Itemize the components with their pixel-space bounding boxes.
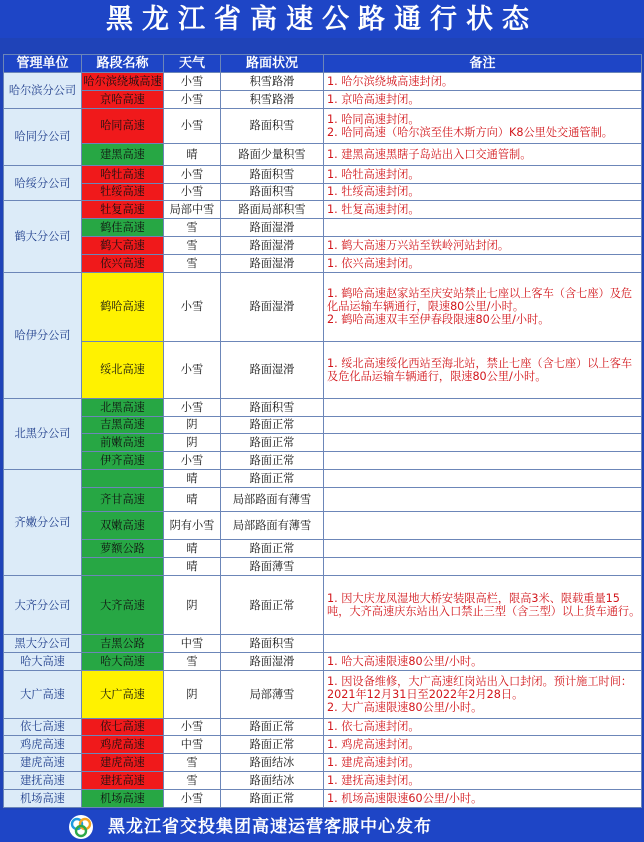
surface-condition: 路面结冰	[221, 772, 324, 790]
table-row	[4, 575, 642, 634]
weather-cell: 雪	[164, 219, 221, 237]
notes-cell	[324, 575, 642, 634]
road-name: 齐甘高速	[82, 487, 164, 511]
notes-cell	[324, 183, 642, 201]
table-row	[4, 670, 642, 718]
road-name: 伊齐高速	[82, 452, 164, 470]
road-name: 哈同高速	[82, 108, 164, 144]
notes-cell	[324, 398, 642, 416]
management-unit: 哈绥分公司	[4, 165, 82, 201]
header-road: 路段名称	[82, 55, 164, 73]
table-row	[4, 165, 642, 183]
table-row	[4, 219, 642, 237]
weather-cell: 小雪	[164, 73, 221, 91]
surface-condition: 路面湿滑	[221, 272, 324, 341]
surface-condition: 路面湿滑	[221, 219, 324, 237]
note-line: 1. 建黑高速黑瞎子岛站出入口交通管制。	[327, 148, 532, 162]
note-line: 1. 建虎高速封闭。	[327, 756, 420, 770]
notes-cell	[324, 540, 642, 558]
surface-condition: 局部薄雪	[221, 670, 324, 718]
surface-condition: 路面结冰	[221, 754, 324, 772]
notes-cell	[324, 635, 642, 653]
note-line: 2. 鹤哈高速双丰至伊春段限速80公里/小时。	[327, 313, 550, 327]
header-surface: 路面状况	[221, 55, 324, 73]
surface-condition: 路面正常	[221, 434, 324, 452]
road-name: 鹤哈高速	[82, 272, 164, 341]
surface-condition: 路面积雪	[221, 635, 324, 653]
management-unit: 北黑分公司	[4, 398, 82, 469]
notes-cell	[324, 272, 642, 341]
notes-cell	[324, 108, 642, 144]
road-name: 建虎高速	[82, 754, 164, 772]
notes-cell	[324, 90, 642, 108]
table-row	[4, 511, 642, 540]
table-row	[4, 201, 642, 219]
weather-cell: 雪	[164, 772, 221, 790]
weather-cell: 雪	[164, 254, 221, 272]
surface-condition: 局部路面有薄雪	[221, 511, 324, 540]
note-line: 1. 依七高速封闭。	[327, 720, 420, 734]
surface-condition: 积雪路滑	[221, 90, 324, 108]
weather-cell: 小雪	[164, 272, 221, 341]
surface-condition: 路面正常	[221, 416, 324, 434]
weather-cell: 小雪	[164, 341, 221, 398]
road-name: 前嫩高速	[82, 434, 164, 452]
surface-condition: 路面积雪	[221, 398, 324, 416]
management-unit: 大广高速	[4, 670, 82, 718]
table-row	[4, 108, 642, 144]
table-row	[4, 434, 642, 452]
notes-cell	[324, 341, 642, 398]
road-name: 牡复高速	[82, 201, 164, 219]
surface-condition: 路面局部积雪	[221, 201, 324, 219]
table-row	[4, 183, 642, 201]
road-name: 建黑高速	[82, 144, 164, 165]
weather-cell: 中雪	[164, 635, 221, 653]
notes-cell	[324, 470, 642, 488]
table-row	[4, 635, 642, 653]
surface-condition: 路面积雪	[221, 165, 324, 183]
road-name: 机场高速	[82, 789, 164, 807]
weather-cell: 雪	[164, 237, 221, 255]
table-row	[4, 470, 642, 488]
weather-cell: 雪	[164, 754, 221, 772]
notes-cell	[324, 416, 642, 434]
management-unit: 大齐分公司	[4, 575, 82, 634]
table-row	[4, 718, 642, 736]
road-name: 鹤大高速	[82, 237, 164, 255]
surface-condition: 路面正常	[221, 452, 324, 470]
road-name: 依兴高速	[82, 254, 164, 272]
notes-cell	[324, 254, 642, 272]
road-name: 牡绥高速	[82, 183, 164, 201]
group-logo-icon	[68, 814, 94, 840]
weather-cell: 雪	[164, 653, 221, 671]
note-line: 1. 哈大高速限速80公里/小时。	[327, 655, 483, 669]
notes-cell	[324, 772, 642, 790]
table-header-row	[4, 55, 642, 73]
management-unit: 哈伊分公司	[4, 272, 82, 398]
road-name: 绥北高速	[82, 341, 164, 398]
notes-cell	[324, 653, 642, 671]
weather-cell: 晴	[164, 558, 221, 576]
road-name: 哈尔滨绕城高速	[82, 73, 164, 91]
management-unit: 建抚高速	[4, 772, 82, 790]
notes-cell	[324, 754, 642, 772]
management-unit: 哈尔滨分公司	[4, 73, 82, 109]
note-line: 1. 鸡虎高速封闭。	[327, 738, 420, 752]
weather-cell: 晴	[164, 470, 221, 488]
table-row	[4, 540, 642, 558]
notes-cell	[324, 511, 642, 540]
management-unit: 齐嫩分公司	[4, 470, 82, 576]
surface-condition: 路面湿滑	[221, 237, 324, 255]
weather-cell: 晴	[164, 487, 221, 511]
note-line: 1. 依兴高速封闭。	[327, 256, 420, 270]
surface-condition: 路面少量积雪	[221, 144, 324, 165]
weather-cell: 小雪	[164, 108, 221, 144]
table-row	[4, 487, 642, 511]
weather-cell: 小雪	[164, 90, 221, 108]
weather-cell: 阴	[164, 416, 221, 434]
weather-cell: 局部中雪	[164, 201, 221, 219]
note-line: 2. 哈同高速（哈尔滨至佳木斯方向）K8公里处交通管制。	[327, 125, 613, 139]
notes-cell	[324, 452, 642, 470]
surface-condition: 路面正常	[221, 736, 324, 754]
note-line: 2. 大广高速限速80公里/小时。	[327, 700, 483, 714]
table-row	[4, 754, 642, 772]
management-unit: 哈大高速	[4, 653, 82, 671]
header-unit: 管理单位	[4, 55, 82, 73]
surface-condition: 路面正常	[221, 470, 324, 488]
surface-condition: 局部路面有薄雪	[221, 487, 324, 511]
surface-condition: 路面薄雪	[221, 558, 324, 576]
surface-condition: 积雪路滑	[221, 73, 324, 91]
note-line: 1. 因设备维修，大广高速红岗站出入口封闭。预计施工时间：2021年12月31日至2022年2月28日。	[327, 674, 633, 701]
road-name	[82, 470, 164, 488]
management-unit: 机场高速	[4, 789, 82, 807]
road-name	[82, 558, 164, 576]
note-line: 1. 哈尔滨绕城高速封闭。	[327, 74, 454, 88]
road-name: 依七高速	[82, 718, 164, 736]
note-line: 1. 因大庆龙凤湿地大桥安装限高栏，限高3米、限载重量15吨，大齐高速庆东站出入口禁止三型（含三型）以上货车通行。	[327, 592, 641, 619]
surface-condition: 路面正常	[221, 575, 324, 634]
road-name: 吉黑高速	[82, 416, 164, 434]
notes-cell	[324, 487, 642, 511]
weather-cell: 阴	[164, 670, 221, 718]
surface-condition: 路面湿滑	[221, 254, 324, 272]
notes-cell	[324, 237, 642, 255]
road-name: 哈牡高速	[82, 165, 164, 183]
notes-cell	[324, 718, 642, 736]
road-name: 鹤佳高速	[82, 219, 164, 237]
management-unit: 哈同分公司	[4, 108, 82, 165]
weather-cell: 小雪	[164, 718, 221, 736]
table-row	[4, 254, 642, 272]
weather-cell: 晴	[164, 144, 221, 165]
note-line: 1. 绥北高速绥化西站至海北站，禁止七座（含七座）以上客车及危化品运输车辆通行，限速80公里/小时。	[327, 356, 633, 383]
weather-cell: 阴	[164, 575, 221, 634]
table-row	[4, 272, 642, 341]
table-row	[4, 653, 642, 671]
table-row	[4, 398, 642, 416]
notes-cell	[324, 219, 642, 237]
weather-cell: 晴	[164, 540, 221, 558]
table-row	[4, 558, 642, 576]
table-row	[4, 736, 642, 754]
table-row	[4, 73, 642, 91]
notes-cell	[324, 558, 642, 576]
note-line: 1. 鹤哈高速赵家站至庆安站禁止七座以上客车（含七座）及危化品运输车辆通行，限速80公里/小时。	[327, 287, 633, 314]
road-name: 大齐高速	[82, 575, 164, 634]
management-unit: 黑大分公司	[4, 635, 82, 653]
management-unit: 鸡虎高速	[4, 736, 82, 754]
road-name: 鸡虎高速	[82, 736, 164, 754]
surface-condition: 路面积雪	[221, 108, 324, 144]
weather-cell: 小雪	[164, 398, 221, 416]
weather-cell: 小雪	[164, 165, 221, 183]
road-status-table	[3, 54, 642, 808]
footer-bar	[0, 810, 644, 842]
management-unit: 依七高速	[4, 718, 82, 736]
table-row	[4, 452, 642, 470]
management-unit: 建虎高速	[4, 754, 82, 772]
footer-text: 黑龙江省交投集团高速运营客服中心发布	[108, 817, 432, 837]
surface-condition: 路面湿滑	[221, 653, 324, 671]
management-unit: 鹤大分公司	[4, 201, 82, 272]
note-line: 1. 牡复高速封闭。	[327, 203, 420, 217]
surface-condition: 路面正常	[221, 718, 324, 736]
weather-cell: 阴有小雪	[164, 511, 221, 540]
surface-condition: 路面正常	[221, 789, 324, 807]
notes-cell	[324, 670, 642, 718]
road-name: 吉黑公路	[82, 635, 164, 653]
table-row	[4, 772, 642, 790]
notes-cell	[324, 434, 642, 452]
surface-condition: 路面正常	[221, 540, 324, 558]
table-row	[4, 341, 642, 398]
note-line: 1. 京哈高速封闭。	[327, 92, 420, 106]
road-name: 萝额公路	[82, 540, 164, 558]
notes-cell	[324, 201, 642, 219]
road-name: 北黑高速	[82, 398, 164, 416]
notes-cell	[324, 73, 642, 91]
table-row	[4, 416, 642, 434]
surface-condition: 路面积雪	[221, 183, 324, 201]
weather-cell: 小雪	[164, 789, 221, 807]
note-line: 1. 哈牡高速封闭。	[327, 167, 420, 181]
page-title: 黑龙江省高速公路通行状态	[0, 0, 644, 38]
weather-cell: 小雪	[164, 183, 221, 201]
weather-cell: 小雪	[164, 452, 221, 470]
note-line: 1. 建抚高速封闭。	[327, 773, 420, 787]
table-row	[4, 789, 642, 807]
table-row	[4, 237, 642, 255]
weather-cell: 中雪	[164, 736, 221, 754]
notes-cell	[324, 144, 642, 165]
note-line: 1. 牡绥高速封闭。	[327, 185, 420, 199]
table-row	[4, 144, 642, 165]
notes-cell	[324, 736, 642, 754]
table-row	[4, 90, 642, 108]
weather-cell: 阴	[164, 434, 221, 452]
notes-cell	[324, 789, 642, 807]
header-weather: 天气	[164, 55, 221, 73]
road-name: 建抚高速	[82, 772, 164, 790]
road-name: 哈大高速	[82, 653, 164, 671]
note-line: 1. 鹤大高速万兴站至铁岭河站封闭。	[327, 238, 510, 252]
road-name: 京哈高速	[82, 90, 164, 108]
road-name: 大广高速	[82, 670, 164, 718]
notes-cell	[324, 165, 642, 183]
note-line: 1. 机场高速限速60公里/小时。	[327, 791, 483, 805]
note-line: 1. 哈同高速封闭。	[327, 112, 420, 126]
header-notes: 备注	[324, 55, 642, 73]
surface-condition: 路面湿滑	[221, 341, 324, 398]
road-name: 双嫩高速	[82, 511, 164, 540]
